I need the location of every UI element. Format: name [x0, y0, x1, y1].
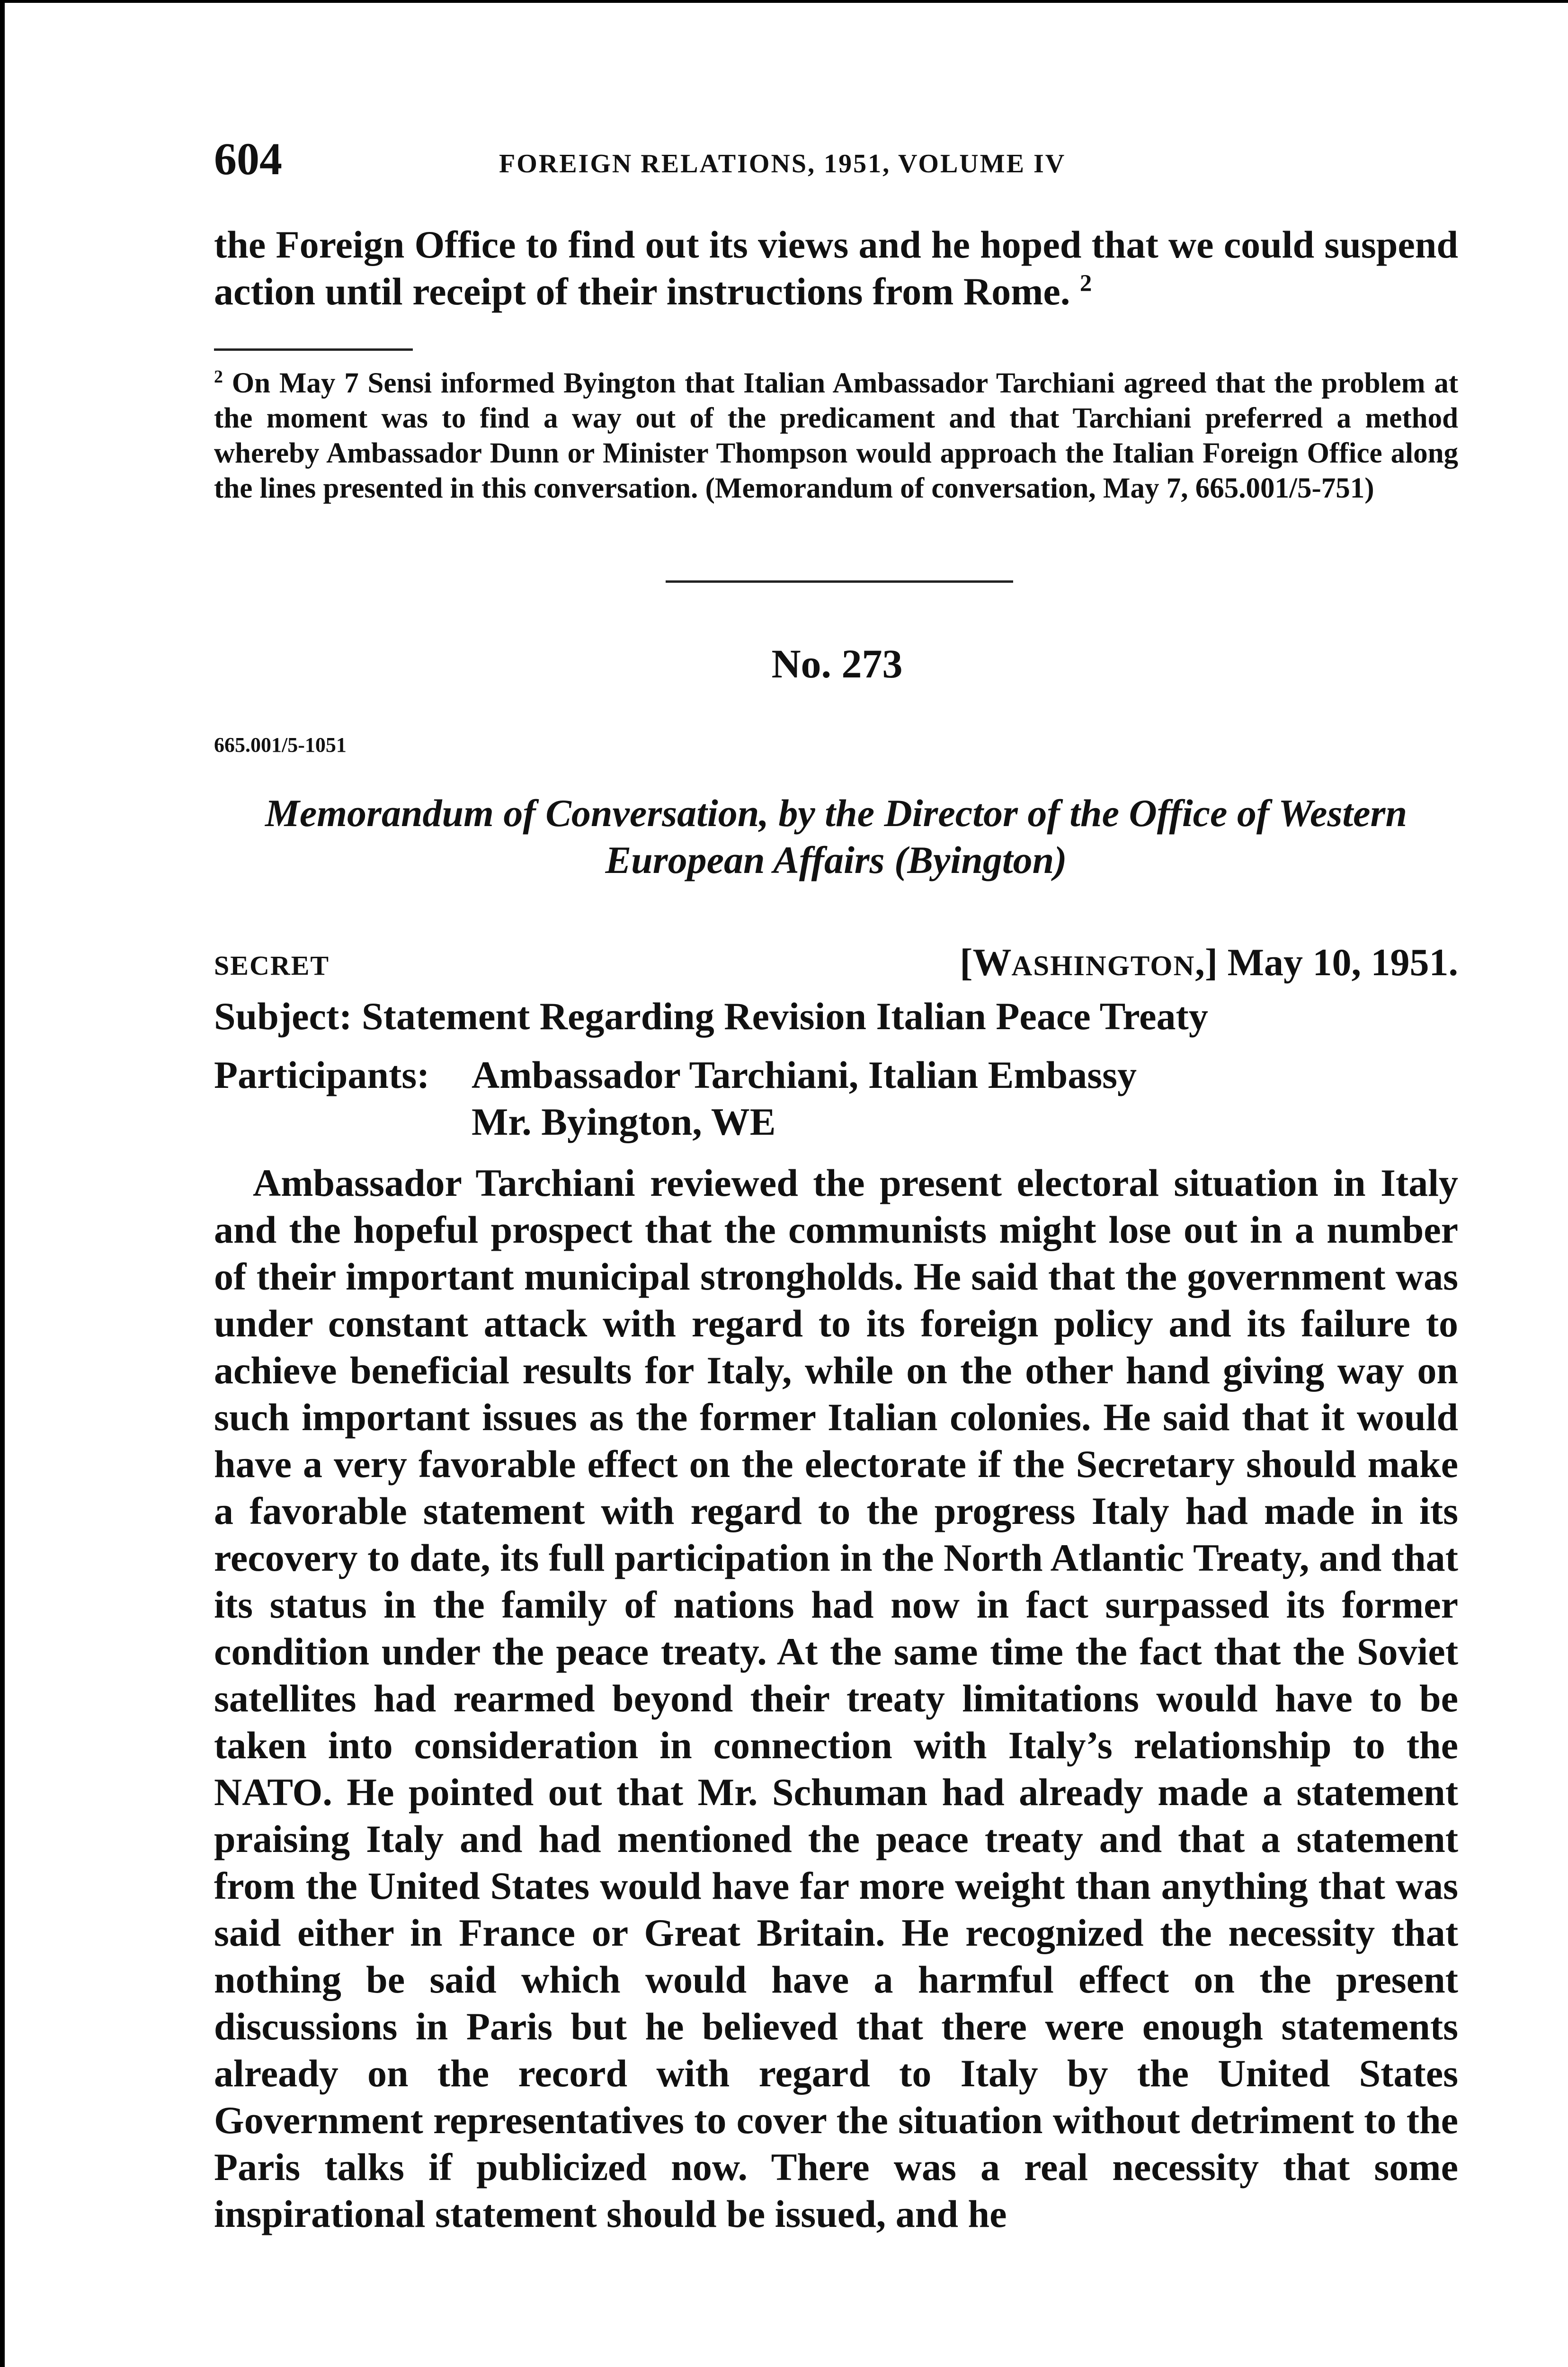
carryover-text: the Foreign Office to find out its views and he hoped that we could suspend action until receipt of their instructions from Rome. [214, 223, 1458, 313]
page-number: 604 [214, 133, 282, 184]
participant-name: Ambassador Tarchiani, Italian Embassy [472, 1053, 1137, 1096]
subject-label: Subject: [214, 995, 352, 1038]
running-title: FOREIGN RELATIONS, 1951, VOLUME IV [499, 149, 1066, 178]
participants-label: Participants: [214, 1053, 430, 1096]
classification-row [214, 940, 1458, 988]
running-head [214, 133, 1458, 185]
place-open-bracket: [ [960, 941, 973, 984]
place-initial: W [972, 941, 1012, 984]
place-close-bracket: ,] [1195, 941, 1218, 984]
footnote-reference: 2 [1079, 270, 1092, 297]
subject-text: Statement Regarding Revision Italian Peace Treaty [362, 995, 1208, 1038]
memorandum-body [214, 1159, 1458, 2237]
participants-row-1 [214, 1051, 1137, 1098]
subject-line [214, 994, 1208, 1039]
scan-edge-left [0, 0, 5, 2367]
participants-block [214, 1051, 1137, 1145]
section-divider [666, 580, 1013, 583]
document-number: No. 273 [771, 641, 903, 686]
footnote-text: On May 7 Sensi informed Byington that Italian Ambassador Tarchiani agreed that the problem at the moment was to find a way out of the predicament and that Tarchiani preferred a method whereby Ambassador Dunn or Minister Thompson would approach the Italian Foreign Office along the lines presented in this conversation. (Memorandum of conversation, May 7, 665.001/5-751) [214, 367, 1459, 504]
place-and-date [960, 940, 1458, 985]
footnote [214, 366, 1458, 506]
scan-edge-top [0, 0, 1568, 3]
document-title: Memorandum of Conversation, by the Director of the Office of Western European Affairs (Byington) [265, 792, 1408, 881]
participant-name: Mr. Byington, WE [472, 1100, 776, 1143]
footnote-divider [214, 348, 413, 351]
footnote-marker: 2 [214, 367, 223, 387]
file-number: 665.001/5-1051 [214, 733, 347, 756]
document-date: May 10, 1951. [1227, 941, 1458, 984]
participants-row-2 [214, 1098, 1137, 1145]
classification-label: SECRET [214, 950, 330, 981]
place-name: ASHINGTON [1011, 950, 1195, 982]
carryover-paragraph [214, 221, 1458, 315]
body-paragraph: Ambassador Tarchiani reviewed the present electoral situation in Italy and the hopeful prospect that the communists might lose out in a number of their important municipal strongholds. He said that the government was under constant attack with regard to its foreign policy and its failure to achieve beneficial results for Italy, while on the other hand giving way on such important issues as the former Italian colonies. He said that it would have a very favorable effect on the electorate if the Secretary should make a favorable statement with regard to the progress Italy had made in its recovery to date, its full participation in the North Atlantic Treaty, and that its status in the family of nations had now in fact surpassed its former condition under the peace treaty. At the same time the fact that the Soviet satellites had rearmed beyond their treaty limitations would have to be taken into consideration in connection with Italy’s relationship to the NATO. He pointed out that Mr. Schuman had already made a statement praising Italy and had mentioned the peace treaty and that a statement from the United States would have far more weight than anything that was said either in France or Great Britain. He recognized the necessity that nothing be said which would have a harmful effect on the present discussions in Paris but he believed that there were enough statements already on the record with regard to Italy by the United States Government representatives to cover the situation without detriment to the Paris talks if publicized now. There was a real necessity that some inspirational statement should be issued, and he [214, 1161, 1458, 2235]
